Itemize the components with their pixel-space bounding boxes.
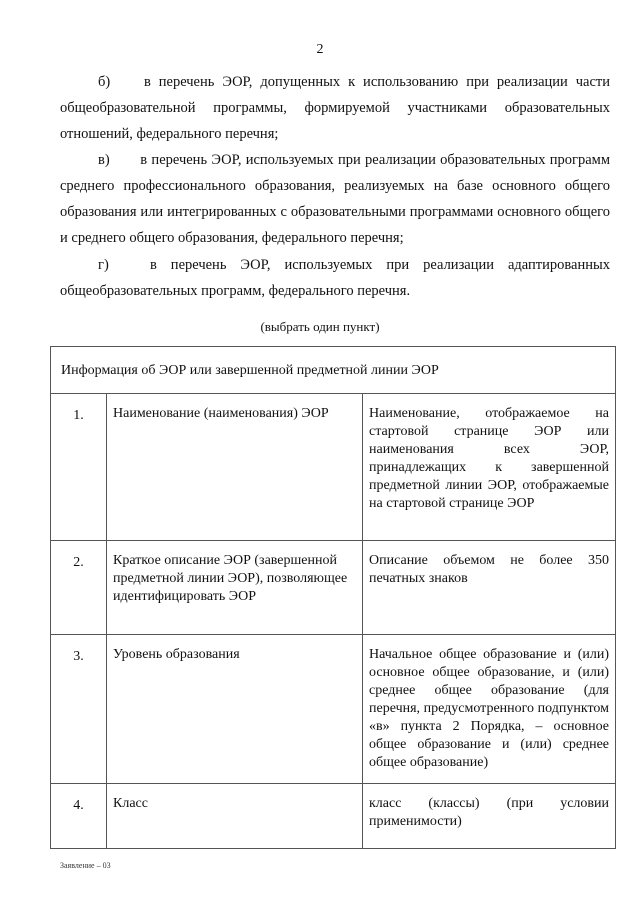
document-footer: Заявление – 03 — [60, 861, 111, 870]
paragraph-marker: в) — [98, 152, 110, 168]
row-description: Начальное общее образование и (или) основное общее образование, и (или) среднее общее образование (для перечня, предусмотренного подпунктом «в» пункта 2 Порядка, – основное общее образование и (или) среднее общее образование) — [363, 635, 616, 784]
row-name: Наименование (наименования) ЭОР — [107, 394, 363, 541]
row-description: класс (классы) (при условии применимости) — [363, 784, 616, 849]
paragraph-text: в перечень ЭОР, используемых при реализации образовательных программ среднего профессионального образования, реализуемых на базе основного общего образования или интегрированных с образовательными программами основного общего и среднего общего образования, федерального перечня; — [60, 152, 611, 246]
paragraph-marker: г) — [98, 257, 109, 273]
table-row — [51, 784, 616, 849]
paragraph-text: в перечень ЭОР, используемых при реализации адаптированных общеобразовательных программ, федерального перечня. — [60, 257, 611, 299]
paragraph-v — [60, 147, 610, 251]
eor-info-table — [50, 346, 616, 849]
row-number: 4. — [51, 784, 107, 849]
row-number: 1. — [51, 394, 107, 541]
table-row — [51, 635, 616, 784]
row-number: 2. — [51, 541, 107, 635]
instruction-note: (выбрать один пункт) — [260, 319, 380, 334]
paragraph-text: в перечень ЭОР, допущенных к использованию при реализации части общеобразовательной программы, формируемой участниками образовательных отношений, федерального перечня; — [60, 74, 611, 142]
row-description: Описание объемом не более 350 печатных знаков — [363, 541, 616, 635]
paragraph-b — [60, 69, 610, 147]
row-name: Уровень образования — [107, 635, 363, 784]
table-header: Информация об ЭОР или завершенной предметной линии ЭОР — [51, 347, 616, 394]
page-number: 2 — [316, 42, 324, 57]
table-row — [51, 394, 616, 541]
paragraph-g — [60, 252, 610, 304]
table-row — [51, 541, 616, 635]
row-name: Класс — [107, 784, 363, 849]
row-description: Наименование, отображаемое на стартовой странице ЭОР или наименования всех ЭОР, принадлежащих к завершенной предметной линии ЭОР, отображаемые на стартовой странице ЭОР — [363, 394, 616, 541]
paragraph-marker: б) — [98, 74, 111, 90]
row-number: 3. — [51, 635, 107, 784]
row-name: Краткое описание ЭОР (завершенной предметной линии ЭОР), позволяющее идентифицировать ЭОР — [107, 541, 363, 635]
